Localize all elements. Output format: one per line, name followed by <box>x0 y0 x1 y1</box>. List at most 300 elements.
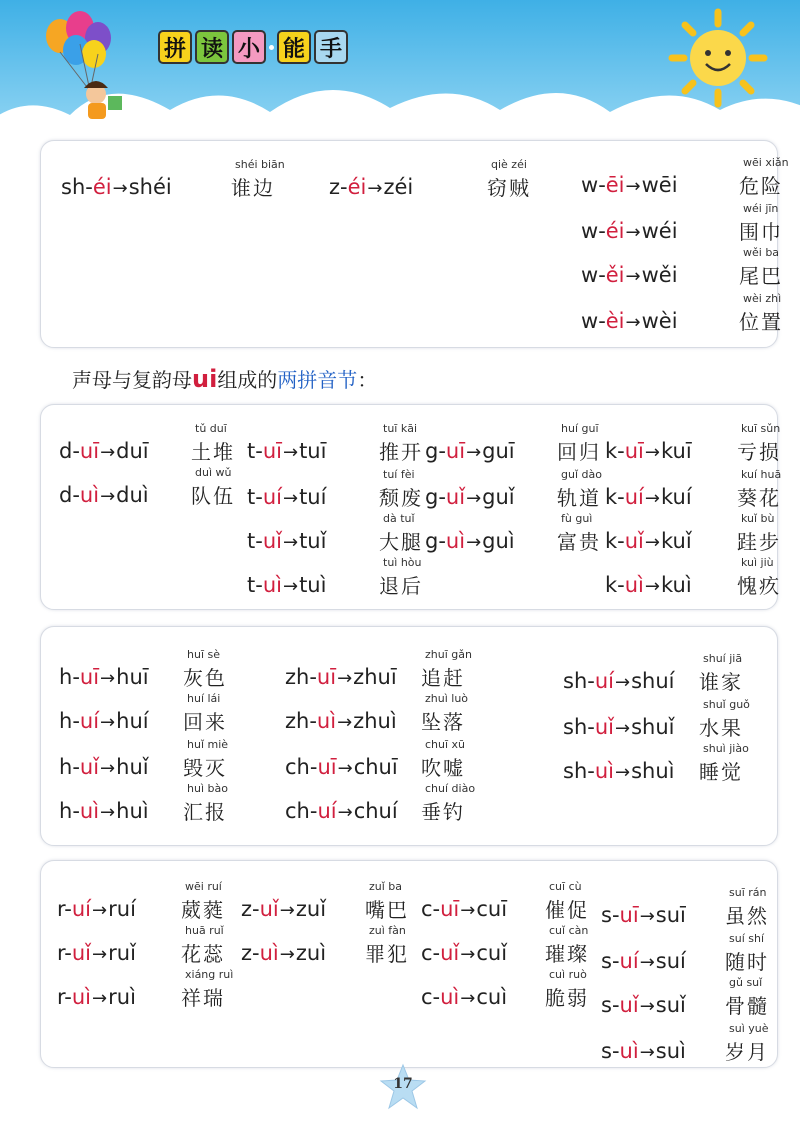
word-hanzi: 岁月 <box>725 1040 769 1064</box>
example-word <box>725 886 769 929</box>
word-hanzi: 坠落 <box>421 710 465 734</box>
syllable: cuī <box>476 897 508 921</box>
hyphen: - <box>255 529 263 553</box>
example-word <box>487 158 531 201</box>
word-pinyin: kuǐ bù <box>741 512 775 525</box>
spelling-equation <box>59 709 149 733</box>
final: uí <box>624 485 644 509</box>
arrow-icon: → <box>92 944 108 965</box>
spelling-equation <box>241 941 326 965</box>
hyphen: - <box>255 573 263 597</box>
initial: d <box>59 483 73 507</box>
word-pinyin: zuǐ ba <box>369 880 403 893</box>
final: uǐ <box>259 897 279 921</box>
syllable: ruì <box>108 985 136 1009</box>
spelling-equation <box>581 219 678 243</box>
word-pinyin: suì yuè <box>729 1022 769 1035</box>
arrow-icon: → <box>100 802 116 823</box>
syllable: suī <box>655 903 686 927</box>
page-number: 17 <box>393 1076 413 1092</box>
word-pinyin: cuī cù <box>549 880 582 893</box>
hyphen: - <box>587 715 595 739</box>
initial: z <box>241 897 253 921</box>
word-hanzi: 虽然 <box>725 904 769 928</box>
hyphen: - <box>587 759 595 783</box>
heading-text: 组成的 <box>217 368 278 392</box>
title-char: 小 <box>232 30 266 64</box>
final: uǐ <box>594 715 614 739</box>
hyphen: - <box>438 439 446 463</box>
word-pinyin: kuí huā <box>741 468 782 481</box>
initial: w <box>581 309 599 333</box>
spelling-equation <box>285 755 398 779</box>
example-word <box>183 782 228 825</box>
example-word <box>379 422 423 465</box>
girl-with-balloons-illustration <box>40 6 150 130</box>
hyphen: - <box>611 993 620 1017</box>
final: éi <box>92 175 112 199</box>
word-pinyin: wēi ruí <box>185 880 222 893</box>
word-pinyin: cuǐ càn <box>549 924 589 937</box>
initial: ch <box>285 755 310 779</box>
initial: s <box>601 949 612 973</box>
word-pinyin: kuì jiù <box>741 556 774 569</box>
example-word <box>365 924 409 967</box>
final: uǐ <box>624 529 644 553</box>
syllable-box-ui-2 <box>40 626 778 846</box>
arrow-icon: → <box>639 996 655 1017</box>
hyphen: - <box>72 799 80 823</box>
example-word <box>699 742 749 785</box>
arrow-icon: → <box>466 442 482 463</box>
syllable: guī <box>482 439 515 463</box>
arrow-icon: → <box>460 944 476 965</box>
final: uǐ <box>445 485 466 509</box>
arrow-icon: → <box>644 488 660 509</box>
syllable: huī <box>116 665 149 689</box>
word-pinyin: huí guī <box>561 422 599 435</box>
arrow-icon: → <box>460 900 476 921</box>
final: uì <box>259 941 279 965</box>
initial: sh <box>61 175 86 199</box>
example-word <box>737 512 781 555</box>
spelling-equation <box>421 941 507 965</box>
arrow-icon: → <box>460 988 476 1009</box>
syllable: guǐ <box>482 485 515 509</box>
initial: t <box>247 573 256 597</box>
hyphen: - <box>309 709 317 733</box>
syllable: shuì <box>631 759 675 783</box>
page-title <box>158 30 348 64</box>
hyphen: - <box>252 897 260 921</box>
final: uī <box>619 903 639 927</box>
example-word <box>191 422 235 465</box>
spelling-equation <box>563 715 675 739</box>
arrow-icon: → <box>282 488 299 509</box>
word-hanzi: 垂钓 <box>421 800 465 824</box>
arrow-icon: → <box>100 486 116 507</box>
syllable: wēi <box>641 173 678 197</box>
final: uí <box>71 897 92 921</box>
example-word <box>421 738 465 781</box>
syllable: suì <box>655 1039 686 1063</box>
final: uī <box>316 665 337 689</box>
hyphen: - <box>611 903 620 927</box>
arrow-icon: → <box>100 712 116 733</box>
title-char: 能 <box>277 30 311 64</box>
example-word <box>545 880 589 923</box>
hyphen: - <box>72 483 80 507</box>
word-hanzi: 位置 <box>739 310 783 334</box>
final: uì <box>71 985 92 1009</box>
syllable: cuǐ <box>476 941 508 965</box>
initial: zh <box>285 665 310 689</box>
syllable: guì <box>482 529 515 553</box>
arrow-icon: → <box>639 906 655 927</box>
word-hanzi: 愧疚 <box>737 574 781 598</box>
initial: sh <box>563 715 588 739</box>
word-pinyin: dà tuǐ <box>383 512 415 525</box>
example-word <box>737 422 781 465</box>
initial: c <box>421 897 433 921</box>
spelling-equation <box>247 529 326 553</box>
example-word <box>421 782 475 825</box>
initial: w <box>581 173 599 197</box>
syllable: wěi <box>641 263 678 287</box>
hyphen: - <box>432 941 441 965</box>
initial: h <box>59 755 73 779</box>
hyphen: - <box>598 173 606 197</box>
hyphen: - <box>617 529 625 553</box>
word-pinyin: huī sè <box>187 648 220 661</box>
hyphen: - <box>255 439 263 463</box>
syllable: duì <box>116 483 149 507</box>
word-pinyin: wěi ba <box>743 246 780 259</box>
hyphen: - <box>611 949 620 973</box>
final: uǐ <box>262 529 282 553</box>
syllable: zhuī <box>353 665 397 689</box>
spelling-equation <box>581 263 678 287</box>
spelling-equation <box>59 483 149 507</box>
spelling-equation <box>59 799 149 823</box>
initial: ch <box>285 799 310 823</box>
syllable: wèi <box>641 309 678 333</box>
hyphen: - <box>309 755 318 779</box>
hyphen: - <box>72 665 80 689</box>
spelling-equation <box>563 669 675 693</box>
word-hanzi: 追赶 <box>421 666 465 690</box>
initial: w <box>581 219 599 243</box>
spelling-equation <box>285 709 397 733</box>
hyphen: - <box>598 263 606 287</box>
final: uì <box>262 573 282 597</box>
example-word <box>421 648 472 691</box>
word-pinyin: wéi jīn <box>743 202 779 215</box>
example-word <box>725 932 769 975</box>
example-word <box>365 880 409 923</box>
example-word <box>191 466 235 509</box>
initial: k <box>605 439 618 463</box>
initial: s <box>601 1039 612 1063</box>
word-pinyin: huǐ miè <box>187 738 229 751</box>
spelling-equation <box>605 573 692 597</box>
final: uí <box>79 709 100 733</box>
word-hanzi: 葳蕤 <box>181 898 225 922</box>
final: ěi <box>605 263 625 287</box>
initial: g <box>425 485 439 509</box>
hyphen: - <box>252 941 260 965</box>
spelling-equation <box>329 175 413 199</box>
initial: r <box>57 941 65 965</box>
syllable: huì <box>116 799 149 823</box>
arrow-icon: → <box>92 988 108 1009</box>
syllable: zhuì <box>353 709 397 733</box>
syllable: duī <box>116 439 149 463</box>
word-hanzi: 葵花 <box>737 486 781 510</box>
spelling-equation <box>241 897 326 921</box>
title-char: 拼 <box>158 30 192 64</box>
word-pinyin: suī rán <box>729 886 767 899</box>
word-pinyin: kuī sǔn <box>741 422 781 435</box>
hyphen: - <box>72 755 80 779</box>
initial: g <box>425 439 439 463</box>
hyphen: - <box>72 439 80 463</box>
word-hanzi: 回归 <box>557 440 601 464</box>
example-word <box>379 468 423 511</box>
heading-text: 声母与复韵母 <box>72 368 192 392</box>
spelling-equation <box>425 529 515 553</box>
spelling-equation <box>581 309 678 333</box>
hyphen: - <box>587 669 595 693</box>
word-hanzi: 璀璨 <box>545 942 589 966</box>
spelling-equation <box>601 949 686 973</box>
arrow-icon: → <box>337 668 353 689</box>
word-pinyin: cuì ruò <box>549 968 587 981</box>
spelling-equation <box>605 485 692 509</box>
word-hanzi: 队伍 <box>191 484 235 508</box>
arrow-icon: → <box>625 312 641 333</box>
syllable: kuǐ <box>661 529 692 553</box>
arrow-icon: → <box>615 672 631 693</box>
word-pinyin: wèi zhì <box>743 292 782 305</box>
arrow-icon: → <box>644 532 660 553</box>
syllable: wéi <box>641 219 678 243</box>
final: uì <box>619 1039 639 1063</box>
initial: sh <box>563 759 588 783</box>
word-hanzi: 嘴巴 <box>365 898 409 922</box>
arrow-icon: → <box>625 176 641 197</box>
word-pinyin: chuí diào <box>425 782 476 795</box>
syllable: ruí <box>108 897 136 921</box>
word-pinyin: tuì hòu <box>383 556 422 569</box>
arrow-icon: → <box>282 576 299 597</box>
initial: d <box>59 439 73 463</box>
syllable: tuí <box>299 485 327 509</box>
initial: t <box>247 485 256 509</box>
page-number-star <box>378 1062 428 1112</box>
sun-illustration <box>668 8 768 112</box>
word-pinyin: duì wǔ <box>195 466 232 479</box>
arrow-icon: → <box>282 532 299 553</box>
syllable: shuí <box>631 669 675 693</box>
final: uī <box>624 439 644 463</box>
word-pinyin: suí shí <box>729 932 765 945</box>
syllable: suǐ <box>655 993 686 1017</box>
syllable: suí <box>655 949 686 973</box>
spelling-equation <box>421 985 507 1009</box>
word-pinyin: tuī kāi <box>383 422 418 435</box>
word-hanzi: 吹嘘 <box>421 756 465 780</box>
syllable: zuì <box>295 941 327 965</box>
word-pinyin: huì bào <box>187 782 228 795</box>
spelling-equation <box>57 985 136 1009</box>
spelling-equation <box>601 1039 686 1063</box>
spelling-equation <box>563 759 675 783</box>
word-pinyin: fù guì <box>561 512 593 525</box>
initial: z <box>329 175 341 199</box>
example-word <box>699 698 750 741</box>
syllable: huí <box>116 709 149 733</box>
arrow-icon: → <box>466 488 482 509</box>
final: uì <box>316 709 337 733</box>
final: uī <box>79 665 100 689</box>
example-word <box>421 692 468 735</box>
word-pinyin: zhuī gǎn <box>425 648 472 661</box>
hyphen: - <box>617 573 625 597</box>
heading-highlight: 两拼音节 <box>277 368 358 392</box>
hyphen: - <box>340 175 348 199</box>
hyphen: - <box>309 665 317 689</box>
spelling-equation <box>601 903 686 927</box>
example-word <box>379 512 423 555</box>
spelling-equation <box>285 799 398 823</box>
word-hanzi: 罪犯 <box>365 942 409 966</box>
word-pinyin: shéi biān <box>235 158 285 171</box>
word-hanzi: 大腿 <box>379 530 423 554</box>
example-word <box>739 246 783 289</box>
initial: r <box>57 897 65 921</box>
hyphen: - <box>617 439 625 463</box>
arrow-icon: → <box>466 532 482 553</box>
arrow-icon: → <box>337 712 353 733</box>
initial: r <box>57 985 65 1009</box>
arrow-icon: → <box>639 952 655 973</box>
syllable: chuī <box>353 755 398 779</box>
final: uì <box>445 529 466 553</box>
syllable: huǐ <box>116 755 149 779</box>
arrow-icon: → <box>615 762 631 783</box>
final: uī <box>262 439 282 463</box>
word-pinyin: chuī xū <box>425 738 466 751</box>
arrow-icon: → <box>644 442 660 463</box>
word-hanzi: 亏损 <box>737 440 781 464</box>
final: èi <box>605 309 625 333</box>
spelling-equation <box>605 439 692 463</box>
word-hanzi: 水果 <box>699 716 743 740</box>
arrow-icon: → <box>367 178 383 199</box>
final: uī <box>79 439 100 463</box>
arrow-icon: → <box>100 442 116 463</box>
example-word <box>545 924 589 967</box>
hyphen: - <box>598 309 606 333</box>
word-hanzi: 土堆 <box>191 440 235 464</box>
word-hanzi: 围巾 <box>739 220 783 244</box>
hyphen: - <box>432 897 441 921</box>
spelling-equation <box>59 665 149 689</box>
spelling-equation <box>57 941 136 965</box>
syllable: zuǐ <box>295 897 327 921</box>
example-word <box>557 512 601 555</box>
syllable: cuì <box>476 985 508 1009</box>
word-pinyin: shuì jiào <box>703 742 749 755</box>
example-word <box>183 648 227 691</box>
arrow-icon: → <box>112 178 128 199</box>
example-word <box>739 156 789 199</box>
syllable: kuí <box>661 485 692 509</box>
initial: g <box>425 529 439 553</box>
word-hanzi: 颓废 <box>379 486 423 510</box>
word-hanzi: 退后 <box>379 574 423 598</box>
initial: t <box>247 529 256 553</box>
initial: h <box>59 709 73 733</box>
word-hanzi: 骨髓 <box>725 994 769 1018</box>
example-word <box>379 556 423 599</box>
word-hanzi: 随时 <box>725 950 769 974</box>
arrow-icon: → <box>639 1042 655 1063</box>
initial: k <box>605 529 618 553</box>
hyphen: - <box>432 985 441 1009</box>
initial: k <box>605 485 618 509</box>
word-pinyin: huā ruǐ <box>185 924 224 937</box>
heading-ui: ui <box>192 365 218 393</box>
syllable: tuì <box>299 573 327 597</box>
word-pinyin: xiáng ruì <box>185 968 234 981</box>
word-hanzi: 花蕊 <box>181 942 225 966</box>
example-word <box>737 556 781 599</box>
hyphen: - <box>438 529 446 553</box>
arrow-icon: → <box>279 900 295 921</box>
final: uí <box>594 669 614 693</box>
initial: sh <box>563 669 588 693</box>
word-hanzi: 谁边 <box>231 176 275 200</box>
initial: h <box>59 799 73 823</box>
hyphen: - <box>598 219 606 243</box>
final: uǐ <box>71 941 92 965</box>
final: uī <box>440 897 460 921</box>
hyphen: - <box>611 1039 620 1063</box>
final: uì <box>594 759 614 783</box>
example-word <box>739 202 783 245</box>
spelling-equation <box>59 439 149 463</box>
example-word <box>557 468 602 511</box>
word-hanzi: 窃贼 <box>487 176 531 200</box>
initial: s <box>601 993 612 1017</box>
spelling-equation <box>57 897 136 921</box>
word-hanzi: 轨道 <box>557 486 601 510</box>
spelling-equation <box>425 439 515 463</box>
word-hanzi: 毁灭 <box>183 756 227 780</box>
example-word <box>183 738 228 781</box>
word-pinyin: zhuì luò <box>425 692 469 705</box>
word-pinyin: shuǐ guǒ <box>703 698 750 711</box>
word-hanzi: 汇报 <box>183 800 227 824</box>
word-hanzi: 睡觉 <box>699 760 743 784</box>
initial: c <box>421 985 433 1009</box>
initial: w <box>581 263 599 287</box>
word-hanzi: 谁家 <box>699 670 743 694</box>
syllable: tuī <box>299 439 327 463</box>
syllable: kuī <box>661 439 692 463</box>
